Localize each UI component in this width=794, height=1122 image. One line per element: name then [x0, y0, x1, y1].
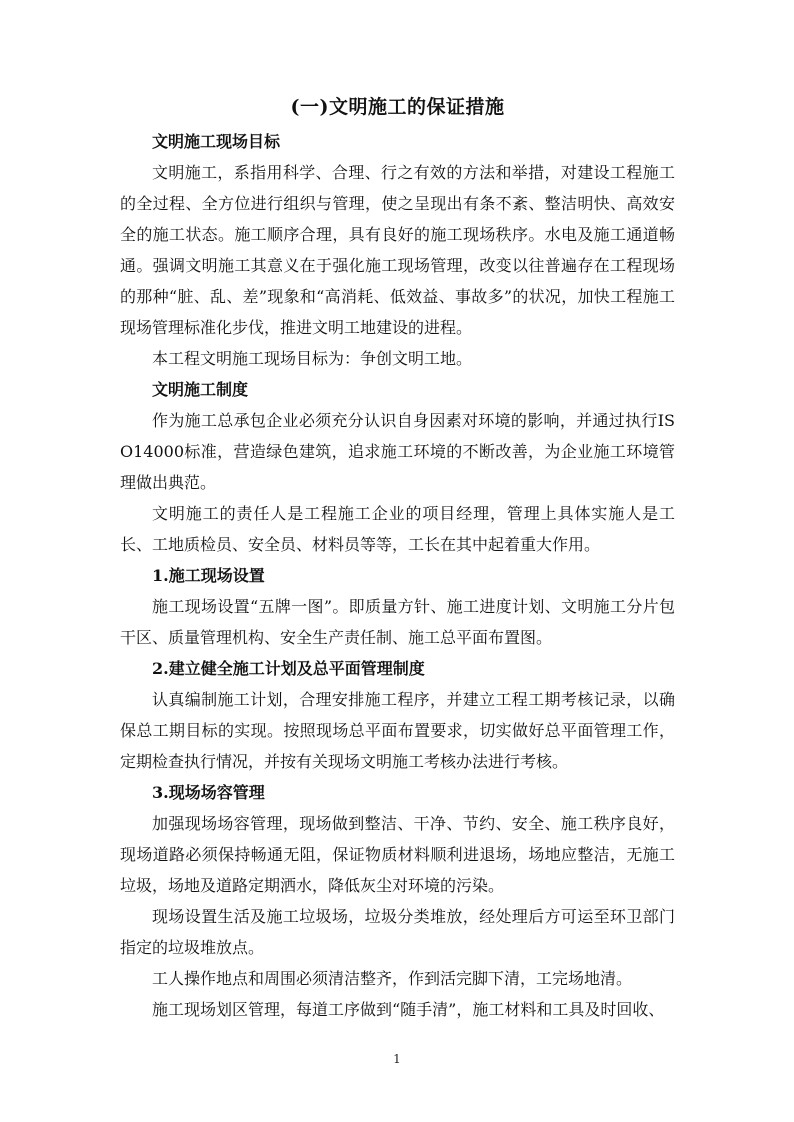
section-heading: 文明施工制度	[152, 380, 249, 399]
section-heading: 2.建立健全施工计划及总平面管理制度	[152, 659, 425, 678]
paragraph: 工人操作地点和周围必须清洁整齐，作到活完脚下清，工完场地清。	[152, 969, 633, 988]
document-title: (一)文明施工的保证措施	[290, 96, 505, 118]
page-number: 1	[393, 1052, 401, 1066]
paragraph: 施工现场划区管理，每道工序做到“随手清”，施工材料和工具及时回收、	[152, 1000, 665, 1019]
paragraph: 文明施工，系指用科学、合理、行之有效的方法和举措，对建设工程施工的全过程、全方位进行组织与管理，使之呈现出有条不紊、整洁明快、高效安全的施工状态。施工顺序合理，具有良好的施工现场秩序。水电及施工通道畅通。强调文明施工其意义在于强化施工现场管理，改变以往普遍存在工程现场的那种“脏、乱、差”现象和“高消耗、低效益、事故多”的状况，加快工程施工现场管理标准化步伐，推进文明工地建设的进程。	[120, 163, 675, 337]
paragraph: 施工现场设置“五牌一图”。即质量方针、施工进度计划、文明施工分片包干区、质量管理机构、安全生产责任制、施工总平面布置图。	[120, 597, 675, 647]
section-heading: 文明施工现场目标	[152, 132, 281, 151]
paragraph: 认真编制施工计划，合理安排施工程序，并建立工程工期考核记录，以确保总工期目标的实现。按照现场总平面布置要求，切实做好总平面管理工作，定期检查执行情况，并按有关现场文明施工考核办法进行考核。	[120, 690, 675, 771]
paragraph: 作为施工总承包企业必须充分认识自身因素对环境的影响，并通过执行ISO14000标准，营造绿色建筑，追求施工环境的不断改善，为企业施工环境管理做出典范。	[120, 411, 675, 492]
section-heading: 3.现场场容管理	[152, 783, 265, 802]
paragraph: 本工程文明施工现场目标为：争创文明工地。	[152, 349, 473, 368]
paragraph: 加强现场场容管理，现场做到整洁、干净、节约、安全、施工秩序良好，现场道路必须保持畅通无阻，保证物质材料顺利进退场，场地应整洁，无施工垃圾，场地及道路定期洒水，降低灰尘对环境的污染。	[120, 814, 675, 895]
document-body	[120, 126, 675, 1025]
document-page	[120, 92, 675, 1025]
section-heading: 1.施工现场设置	[152, 566, 265, 585]
paragraph: 现场设置生活及施工垃圾场，垃圾分类堆放，经处理后方可运至环卫部门指定的垃圾堆放点。	[120, 907, 675, 957]
paragraph: 文明施工的责任人是工程施工企业的项目经理，管理上具体实施人是工长、工地质检员、安全员、材料员等等，工长在其中起着重大作用。	[120, 504, 675, 554]
